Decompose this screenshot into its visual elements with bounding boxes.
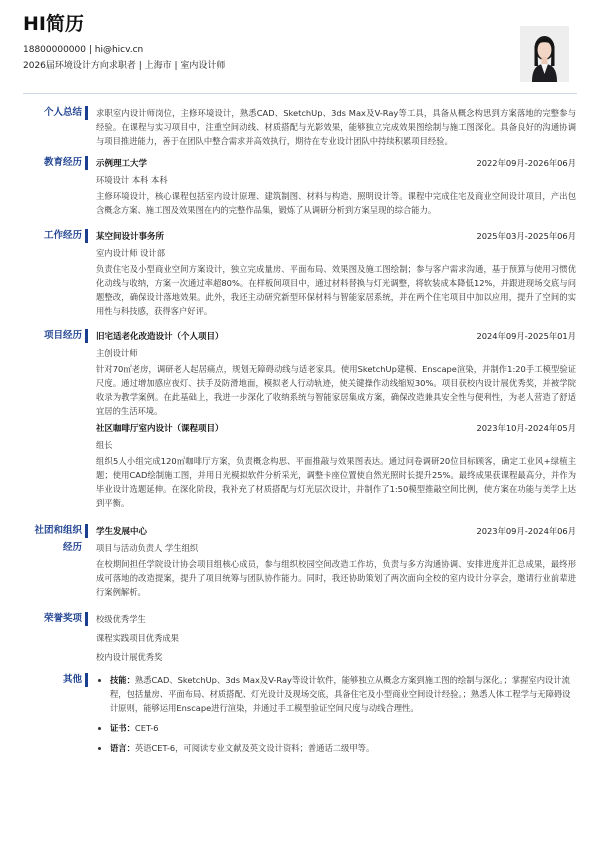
honor-item: 课程实践项目优秀成果 — [96, 633, 179, 643]
work-description: 负责住宅及小型商业空间方案设计，独立完成量房、平面布局、效果图及施工图绘制；参与客户需求沟通，基于预算与使用习惯优化动线与收纳，方案一次通过率超80%。在样板间项目中，通过材料替换与灯光调整，将软装成本降低12%，并跟进现场交底与问题整改，确保设计落地效果。此外，我还主动研究新型环保材料与智能家居系统，并在两个住宅项目中加以应用，提升了空间的实用性与科技感，获得客户好评。 — [96, 264, 576, 316]
section-label: 工作经历 — [43, 230, 82, 241]
section-label — [0, 522, 82, 556]
education-entry — [96, 156, 576, 217]
item-text: 熟悉CAD、SketchUp、3ds Max及V-Ray等设计软件，能够独立从概念方案到施工图的绘制与深化。；掌握室内设计流程，包括量房、平面布局、材质搭配、灯光设计及现场交底，具备住宅及小型商业空间设计经验。；熟悉人体工程学与无障碍设计原则，能够运用Enscape进行渲染，并通过手工模型验证空间尺度与动线合理性。 — [110, 675, 571, 713]
section-marker — [85, 673, 88, 687]
work-entry — [96, 229, 576, 318]
section-label: 荣誉奖项 — [43, 613, 82, 624]
project-date: 2023年10月-2024年05月 — [476, 423, 576, 433]
campus-date: 2023年09月-2024年06月 — [476, 526, 576, 536]
item-text: CET-6 — [134, 723, 159, 733]
section-label-line: 经历 — [62, 542, 82, 553]
header-divider — [23, 93, 577, 94]
item-key: 语言： — [110, 743, 135, 753]
honors-list — [96, 611, 576, 668]
project-description: 针对70㎡老房，调研老人起居痛点，规划无障碍动线与适老家具。使用SketchUp建模、Enscape渲染，并制作1:20手工模型验证尺度。通过增加感应夜灯、扶手及防滑地面，模拟老人行动轨迹，使关键操作动线缩短30%。项目获校内设计展优秀奖，并被学院收录为教学案例。在此基础上，我进一步深化了收纳系统与智能家居集成方案，确保改造兼具安全性与便利性，为老人营造了舒适宜居的生活环境。 — [96, 364, 576, 416]
project-title: 社区咖啡厅室内设计（课程项目） — [96, 424, 224, 434]
other-item-certificate — [110, 721, 576, 735]
other-item-language — [110, 741, 576, 755]
project-description: 组织5人小组完成120㎡咖啡厅方案，负责概念构思、平面推敲与效果图表达。通过问卷调研20位目标顾客，确定工业风+绿植主题；使用CAD绘制施工图，并用日光模拟软件分析采光，调整卡座位置使自然光照时长提升25%。最终成果获课程最高分，并作为毕业设计选题延伸。在深化阶段，我补充了材质搭配与灯光层次设计，并制作了1:50模型推敲空间比例，使方案在功能与美学上达到平衡。 — [96, 456, 576, 508]
education-date: 2022年09月-2026年06月 — [476, 158, 576, 168]
honor-item: 校内设计展优秀奖 — [96, 652, 163, 662]
contact-line: 18800000000 | hi@hicv.cn — [23, 45, 144, 55]
work-date: 2025年03月-2025年06月 — [476, 231, 576, 241]
campus-role: 项目与活动负责人 学生组织 — [96, 543, 199, 553]
section-marker — [85, 106, 88, 120]
section-label-line: 社团和组织 — [34, 525, 82, 536]
section-label: 教育经历 — [43, 157, 82, 168]
education-major: 环境设计 本科 本科 — [96, 175, 168, 185]
organization-name: 学生发展中心 — [96, 527, 148, 537]
project-role: 组长 — [96, 440, 113, 450]
project-role: 主创设计师 — [96, 348, 138, 358]
education-description: 主修环境设计，核心课程包括室内设计原理、建筑制图、材料与构造、照明设计等。课程中完成住宅及商业空间设计项目，产出包含概念方案、施工图及效果图在内的完整作品集，锻炼了从调研分析到方案呈现的综合能力。 — [96, 191, 576, 215]
section-marker — [85, 156, 88, 170]
item-key: 技能： — [110, 675, 135, 685]
section-marker — [85, 524, 88, 538]
summary-text: 求职室内设计师岗位，主修环境设计，熟悉CAD、SketchUp、3ds Max及V-Ray等工具，具备从概念构思到方案落地的完整参与经验。在课程与实习项目中，注重空间动线、材质搭配与光影效果，能够独立完成效果图绘制与施工图深化。具备良好的沟通协调与项目推进能力，善于在团队中整合需求并高效执行，期待在专业设计团队中持续积累项目经验。 — [96, 108, 576, 146]
project-date: 2024年09月-2025年01月 — [476, 331, 576, 341]
project-entry — [96, 421, 576, 510]
other-item-skills — [110, 673, 576, 715]
honor-item: 校级优秀学生 — [96, 614, 146, 624]
resume-header — [23, 10, 225, 74]
section-label: 个人总结 — [43, 107, 82, 118]
section-marker — [85, 229, 88, 243]
profile-photo — [520, 26, 569, 82]
job-intent-line: 2026届环境设计方向求职者 | 上海市 | 室内设计师 — [23, 61, 226, 71]
section-label: 其他 — [62, 674, 82, 685]
campus-description: 在校期间担任学院设计协会项目组核心成员，参与组织校园空间改造工作坊，负责与多方沟通协调、安排进度并汇总成果，最终形成可落地的改造提案，提升了项目统筹与团队协作能力。同时，我还协助策划了两次面向全校的室内设计分享会，邀请行业前辈进行案例解析。 — [96, 559, 576, 597]
campus-entry — [96, 524, 576, 599]
section-marker — [85, 329, 88, 343]
item-key: 证书： — [110, 723, 135, 733]
company-name: 某空间设计事务所 — [96, 232, 165, 242]
project-title: 旧宅适老化改造设计（个人项目） — [96, 332, 224, 342]
school-name: 示例理工大学 — [96, 159, 148, 169]
project-entry — [96, 329, 576, 418]
other-list — [96, 673, 576, 761]
item-text: 英语CET-6，可阅读专业文献及英文设计资料；普通话二级甲等。 — [134, 743, 375, 753]
work-role: 室内设计师 设计部 — [96, 248, 166, 258]
section-marker — [85, 612, 88, 626]
candidate-name: HI简历 — [23, 13, 84, 35]
section-label: 项目经历 — [43, 330, 82, 341]
